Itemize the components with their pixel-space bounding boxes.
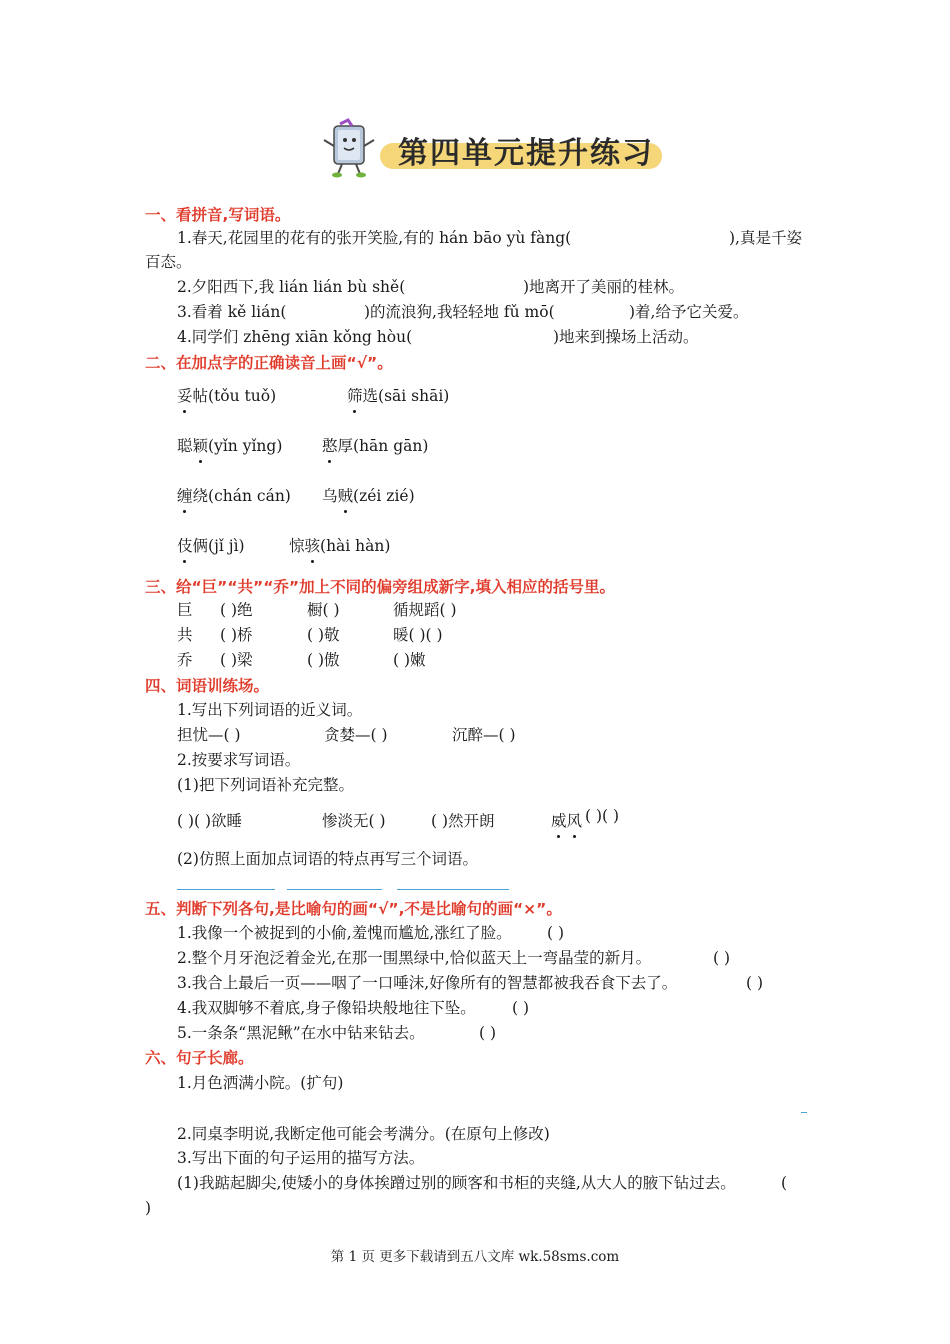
s4-q2a: (1)把下列词语补充完整。	[177, 776, 354, 794]
dotted-char: 威	[551, 812, 567, 830]
s4-fill-word: ( )然开朗	[431, 812, 495, 830]
answer-line-marker	[801, 1112, 807, 1113]
s1-q3-text-end: )着,给予它关爱。	[629, 303, 749, 321]
plain-char: 选	[362, 387, 379, 405]
plain-char: 帖	[192, 387, 209, 405]
plain-char: 俩	[192, 537, 209, 555]
section-2-heading: 二、在加点字的正确读音上画“√”。	[145, 354, 393, 372]
s5-answer-paren: ( )	[746, 974, 764, 992]
s3-row-cell: 循规蹈( )	[393, 601, 457, 619]
book-mascot-icon	[318, 118, 380, 180]
s6-q3a: (1)我踮起脚尖,使矮小的身体挨蹭过别的顾客和书柜的夹缝,从大人的腋下钻过去。	[177, 1174, 736, 1192]
plain-char: 乌	[322, 487, 338, 505]
s5-answer-paren: ( )	[512, 999, 530, 1017]
dotted-char: 妥	[177, 387, 193, 405]
answer-line	[287, 889, 382, 890]
s1-q3-text: 3.看着 kě lián(	[177, 303, 287, 321]
s2-item	[322, 486, 415, 506]
dotted-char: 骇	[304, 537, 321, 555]
dotted-char: 憨	[322, 437, 338, 455]
pinyin-options: (tǒu tuǒ)	[208, 387, 277, 405]
s3-row-key: 共	[177, 626, 193, 644]
page-footer: 第 1 页 更多下载请到五八文库 wk.58sms.com	[330, 1249, 620, 1265]
section-5-heading: 五、判断下列各句,是比喻句的画“√”,不是比喻句的画“×”。	[145, 900, 562, 918]
section-6-heading: 六、句子长廊。	[145, 1049, 254, 1067]
dotted-char: 风	[566, 812, 583, 830]
s3-row-cell: ( )嫩	[393, 651, 426, 669]
s5-sentence: 5.一条条“黑泥鳅”在水中钻来钻去。	[177, 1024, 425, 1042]
s6-answer-paren-open: (	[781, 1174, 788, 1192]
s3-row-cell: ( )绝	[220, 601, 253, 619]
s3-row-key: 乔	[177, 651, 193, 669]
s2-item	[177, 536, 245, 556]
page-title: 第四单元提升练习	[398, 136, 654, 171]
s2-item	[347, 386, 449, 406]
s6-answer-paren-close: )	[145, 1199, 152, 1217]
s4-fill-word	[551, 811, 582, 831]
dotted-char: 伎	[177, 537, 193, 555]
s2-item	[177, 486, 291, 506]
s4-q2b: (2)仿照上面加点词语的特点再写三个词语。	[177, 850, 478, 868]
s3-row-cell: ( )敬	[307, 626, 340, 644]
s2-item	[322, 436, 428, 456]
dotted-char: 颖	[192, 437, 209, 455]
pinyin-options: (jǐ jì)	[208, 537, 245, 555]
s3-row-key: 巨	[177, 601, 193, 619]
s6-q3: 3.写出下面的句子运用的描写方法。	[177, 1149, 425, 1167]
s5-answer-paren: ( )	[713, 949, 731, 967]
pinyin-options: (zéi zié)	[353, 487, 415, 505]
s1-q4-text-end: )地来到操场上活动。	[553, 328, 699, 346]
s4-fill-word: 惨淡无( )	[322, 812, 386, 830]
section-4-heading: 四、词语训练场。	[145, 677, 270, 695]
dotted-char: 贼	[337, 487, 354, 505]
s5-answer-paren: ( )	[479, 1024, 497, 1042]
s1-q1-text-wrap: 百态。	[145, 253, 192, 271]
s2-item	[177, 386, 276, 406]
s4-fill-word: ( )( )欲睡	[177, 812, 243, 830]
pinyin-options: (sāi shāi)	[378, 387, 450, 405]
pinyin-options: (chán cán)	[208, 487, 291, 505]
s6-q1: 1.月色洒满小院。(扩句)	[177, 1074, 344, 1092]
s3-row-cell: ( )梁	[220, 651, 253, 669]
pinyin-options: (yǐn yǐng)	[208, 437, 283, 455]
s1-q2-text-end: )地离开了美丽的桂林。	[523, 278, 685, 296]
s1-q1-text: 1.春天,花园里的花有的张开笑脸,有的 hán bāo yù fàng(	[177, 229, 572, 247]
plain-char: 聪	[177, 437, 193, 455]
plain-char: 厚	[337, 437, 354, 455]
s5-answer-paren: ( )	[547, 924, 565, 942]
pinyin-options: (hài hàn)	[320, 537, 391, 555]
plain-char: 惊	[289, 537, 305, 555]
s5-sentence: 1.我像一个被捉到的小偷,羞愧而尴尬,涨红了脸。	[177, 924, 512, 942]
s4-q1: 1.写出下列词语的近义词。	[177, 701, 363, 719]
s3-row-cell: 暖( )( )	[393, 626, 443, 644]
pinyin-options: (hān gān)	[353, 437, 429, 455]
dotted-char: 缠	[177, 487, 193, 505]
s6-q2: 2.同桌李明说,我断定他可能会考满分。(在原句上修改)	[177, 1125, 550, 1143]
s2-item	[289, 536, 390, 556]
s5-sentence: 3.我合上最后一页——咽了一口唾沫,好像所有的智慧都被我吞食下去了。	[177, 974, 678, 992]
section-1-heading: 一、看拼音,写词语。	[145, 206, 291, 224]
s1-q4-text: 4.同学们 zhēng xiān kǒng hòu(	[177, 328, 413, 346]
s5-sentence: 4.我双脚够不着底,身子像铅块般地往下坠。	[177, 999, 476, 1017]
section-3-heading: 三、给“巨”“共”“乔”加上不同的偏旁组成新字,填入相应的括号里。	[145, 578, 616, 596]
s4-synonym: 沉醉—( )	[452, 726, 516, 744]
s3-row-cell: ( )桥	[220, 626, 253, 644]
s1-q3-text-mid: )的流浪狗,我轻轻地 fǔ mō(	[364, 303, 555, 321]
s4-synonym: 担忧—( )	[177, 726, 241, 744]
s2-item	[177, 436, 282, 456]
s1-q1-text-end: ),真是千姿	[729, 229, 802, 247]
answer-line	[177, 889, 275, 890]
plain-char: 绕	[192, 487, 209, 505]
s1-q2-text: 2.夕阳西下,我 lián lián bù shě(	[177, 278, 406, 296]
s4-q2: 2.按要求写词语。	[177, 751, 301, 769]
dotted-char: 筛	[347, 387, 363, 405]
s5-sentence: 2.整个月牙泡泛着金光,在那一围黑绿中,恰似蓝天上一弯晶莹的新月。	[177, 949, 652, 967]
s3-row-cell: ( )傲	[307, 651, 340, 669]
answer-line	[397, 889, 509, 890]
s4-fill-blanks: ( )( )	[585, 807, 620, 825]
s3-row-cell: 橱( )	[307, 601, 340, 619]
s4-synonym: 贪婪—( )	[324, 726, 388, 744]
